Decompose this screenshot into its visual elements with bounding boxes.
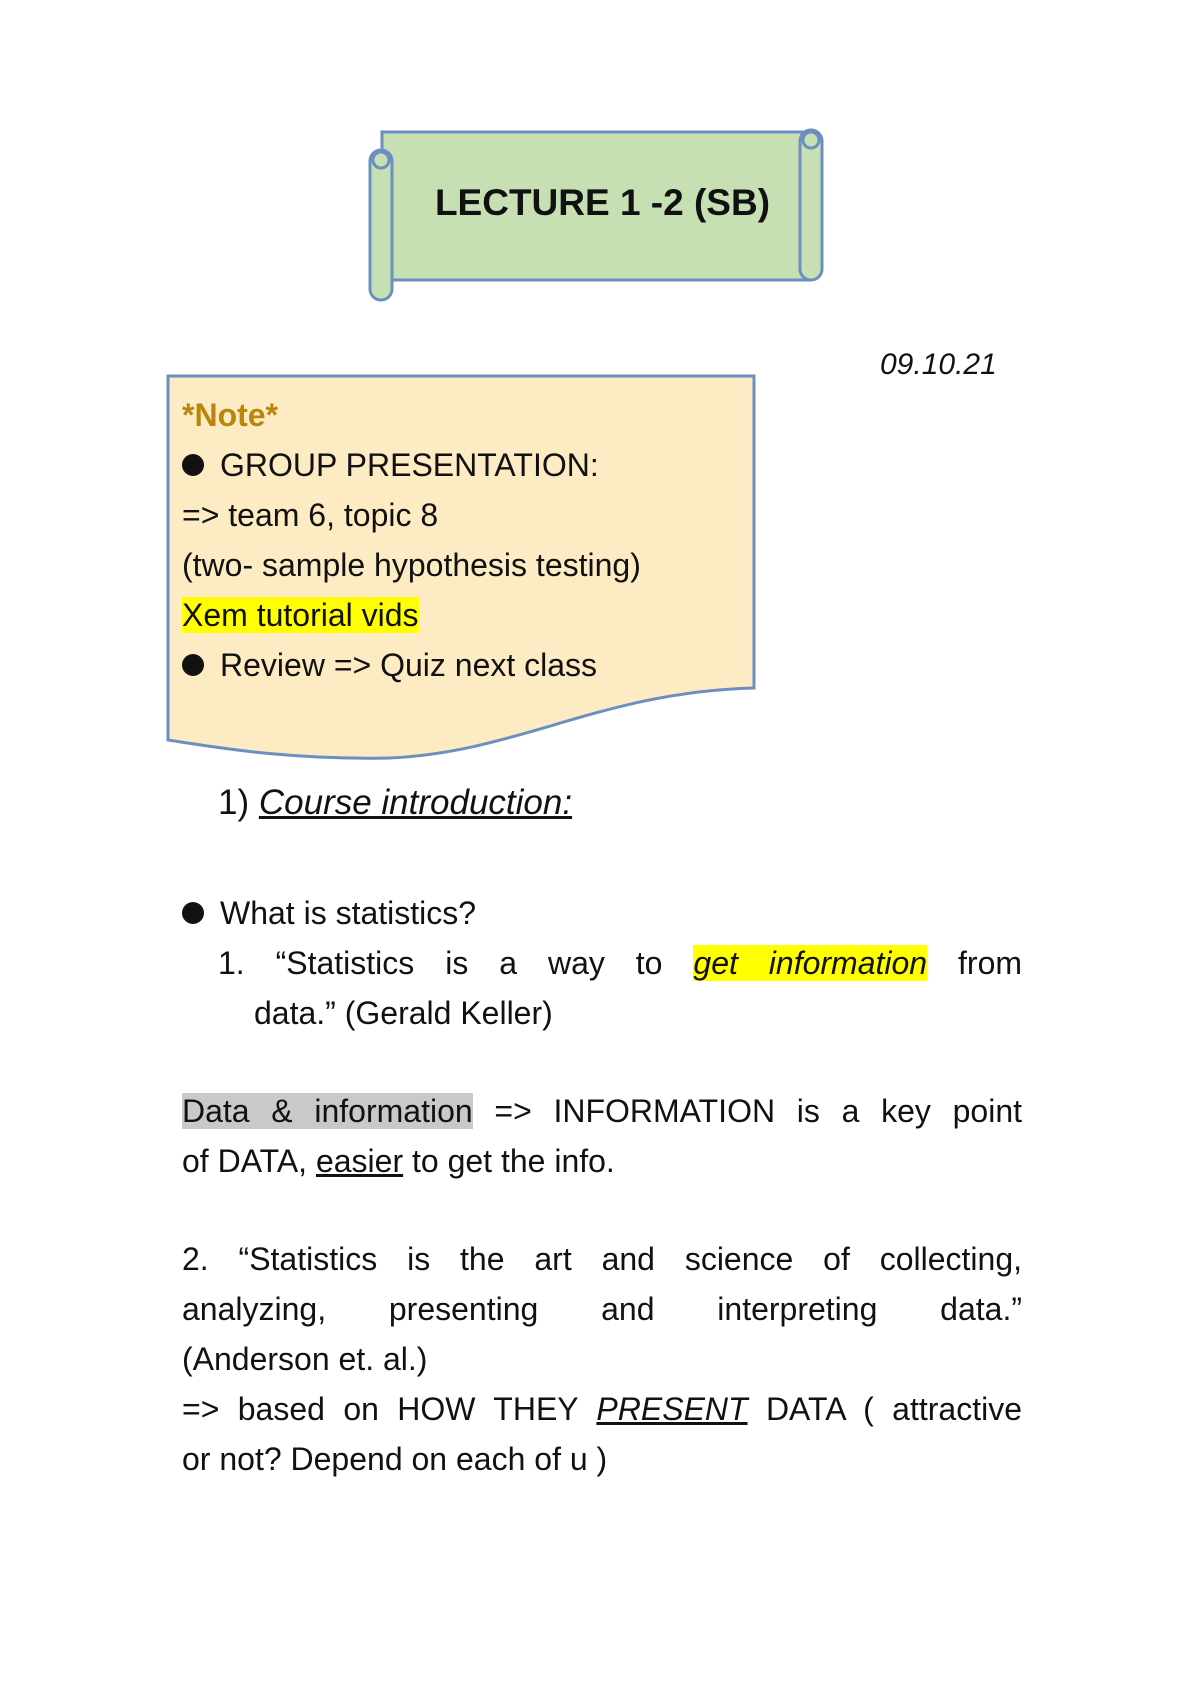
- note-line-review: Review => Quiz next class: [220, 647, 598, 683]
- question-text: What is statistics?: [220, 895, 477, 931]
- presentation-note-line-2: or not? Depend on each of u ): [182, 1441, 608, 1477]
- question-line: [182, 888, 1022, 938]
- definition-1-line-1: [218, 938, 1022, 988]
- bullet-icon: [182, 902, 204, 924]
- present-emphasis: PRESENT: [596, 1391, 748, 1427]
- section-title: Course introduction:: [258, 783, 573, 822]
- definition-2-line-2: analyzing, presenting and interpreting data.”: [182, 1291, 1022, 1327]
- paragraph-data-a: of DATA,: [182, 1143, 308, 1179]
- easier-underlined: easier: [315, 1143, 404, 1179]
- note-heading: *Note*: [182, 397, 279, 433]
- presentation-note-a: => based on HOW THEY: [182, 1391, 579, 1427]
- note-line-topic: (two- sample hypothesis testing): [182, 547, 641, 583]
- note-content: [182, 390, 641, 690]
- bullet-icon: [182, 454, 204, 476]
- lecture-date: 09.10.21: [880, 348, 997, 381]
- definition-2-line-1: 2. “Statistics is the art and science of collecting,: [182, 1241, 1022, 1277]
- definition-2-line-3: (Anderson et. al.): [182, 1341, 428, 1377]
- presentation-note-line-1: [182, 1384, 1022, 1434]
- bullet-icon: [182, 654, 204, 676]
- definition-1-line-2: data.” (Gerald Keller): [254, 995, 553, 1031]
- data-information-highlight: Data & information: [182, 1093, 473, 1129]
- note-line-group-presentation: GROUP PRESENTATION:: [220, 447, 599, 483]
- paragraph-data-line-1: [182, 1086, 1022, 1136]
- paragraph-data-rest: => INFORMATION is a key point: [494, 1093, 1023, 1129]
- definition-1-suffix: from: [958, 945, 1023, 981]
- note-line-tutorial: Xem tutorial vids: [182, 597, 419, 633]
- paragraph-data-line-2: [182, 1136, 1022, 1186]
- definition-1-prefix: 1. “Statistics is a way to: [218, 945, 663, 981]
- definition-1-highlight: get information: [693, 945, 928, 981]
- presentation-note-b: DATA ( attractive: [765, 1391, 1022, 1427]
- section-heading: [218, 780, 572, 826]
- lecture-title: LECTURE 1 -2 (SB): [434, 182, 771, 223]
- note-line-team: => team 6, topic 8: [182, 497, 439, 533]
- section-number: 1): [218, 783, 250, 822]
- paragraph-data-b: to get the info.: [412, 1143, 615, 1179]
